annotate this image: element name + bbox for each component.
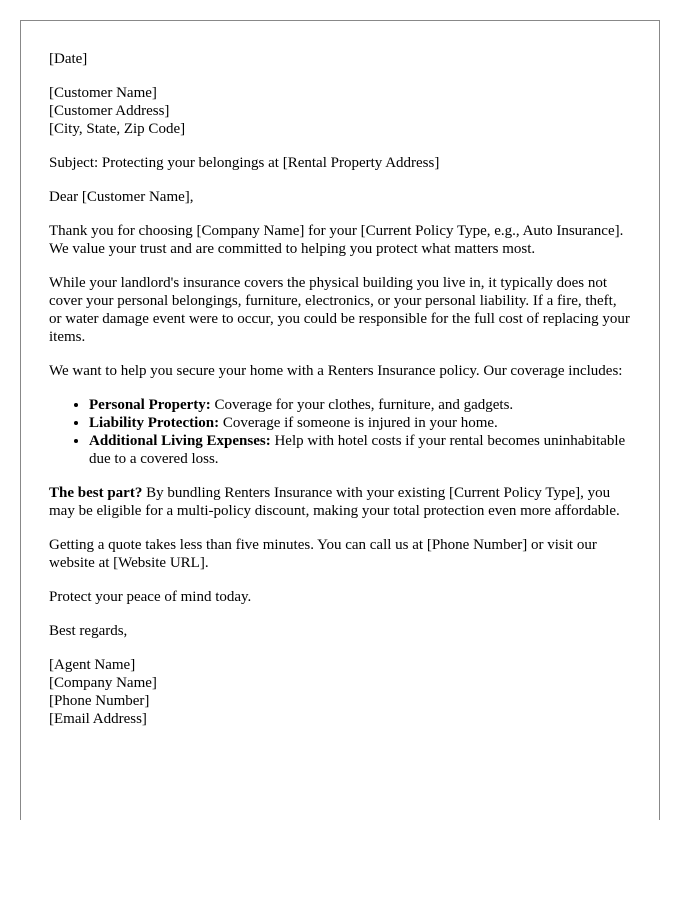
letter-greeting: Dear [Customer Name], bbox=[49, 189, 194, 205]
paragraph-intro: Thank you for choosing [Company Name] for your [Current Policy Type, e.g., Auto Insurance]. We value your trust and are committed to helping you protect what matters most. bbox=[49, 223, 624, 257]
coverage-term: Additional Living Expenses: bbox=[89, 433, 271, 449]
list-item bbox=[89, 414, 631, 432]
recipient-city: [City, State, Zip Code] bbox=[49, 121, 186, 137]
paragraph-bundle bbox=[49, 484, 631, 520]
coverage-term: Personal Property: bbox=[89, 397, 211, 413]
coverage-text: Coverage if someone is injured in your home. bbox=[219, 415, 498, 431]
signature-company: [Company Name] bbox=[49, 675, 157, 691]
signature-block bbox=[49, 656, 631, 728]
recipient-address: [Customer Address] bbox=[49, 103, 170, 119]
paragraph-cta: Protect your peace of mind today. bbox=[49, 589, 252, 605]
letter-closing: Best regards, bbox=[49, 623, 128, 639]
recipient-name: [Customer Name] bbox=[49, 85, 157, 101]
paragraph-offer: We want to help you secure your home with a Renters Insurance policy. Our coverage includes: bbox=[49, 363, 623, 379]
coverage-text: Help with hotel costs if your rental becomes uninhabitable due to a covered loss. bbox=[89, 433, 626, 467]
date-text: [Date] bbox=[49, 51, 88, 67]
bundle-lead: The best part? bbox=[49, 485, 143, 501]
paragraph-coverage-gap: While your landlord's insurance covers the physical building you live in, it typically does not cover your personal belongings, furniture, electronics, or your personal liability. If a fire, theft, or water damage event were to occur, you could be responsible for the full cost of replacing your items. bbox=[49, 275, 630, 345]
signature-agent: [Agent Name] bbox=[49, 657, 136, 673]
coverage-text: Coverage for your clothes, furniture, and gadgets. bbox=[210, 397, 514, 413]
coverage-term: Liability Protection: bbox=[89, 415, 220, 431]
signature-email: [Email Address] bbox=[49, 711, 147, 727]
bundle-text: By bundling Renters Insurance with your existing [Current Policy Type], you may be eligible for a multi-policy discount, making your total protection even more affordable. bbox=[49, 485, 620, 519]
recipient-block bbox=[49, 84, 631, 138]
signature-phone: [Phone Number] bbox=[49, 693, 150, 709]
coverage-list bbox=[49, 396, 631, 468]
letter-date bbox=[49, 50, 631, 68]
letter-subject: Subject: Protecting your belongings at [Rental Property Address] bbox=[49, 155, 440, 171]
paragraph-quote: Getting a quote takes less than five minutes. You can call us at [Phone Number] or visit our website at [Website URL]. bbox=[49, 537, 597, 571]
letter-page bbox=[20, 20, 660, 820]
list-item bbox=[89, 432, 631, 468]
list-item bbox=[89, 396, 631, 414]
